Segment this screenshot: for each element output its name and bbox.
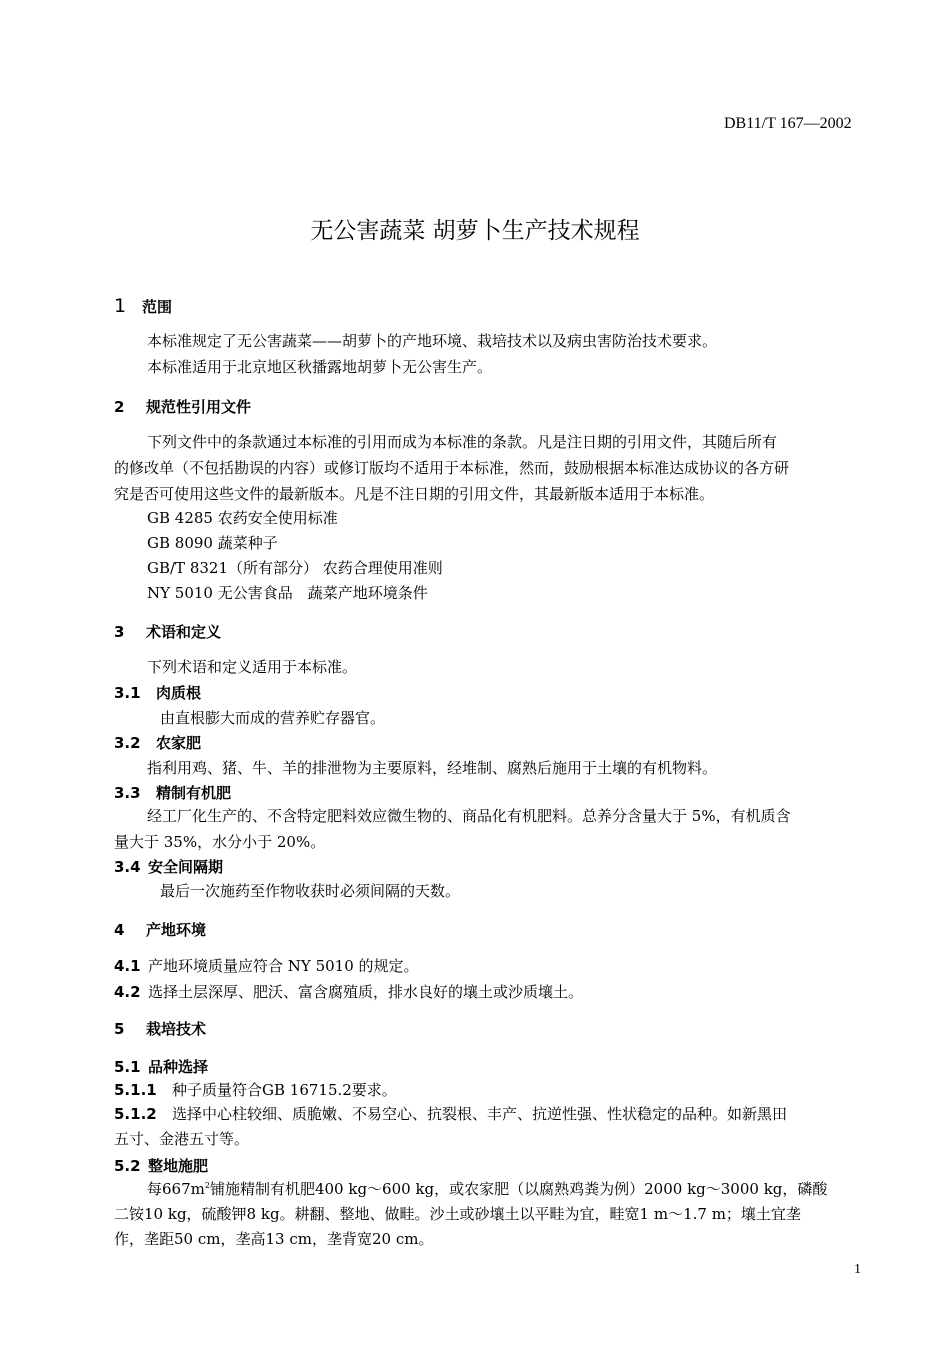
term-definition: 指利用鸡、猪、牛、羊的排泄物为主要原料，经堆制、腐熟后施用于土壤的有机物料。	[147, 759, 718, 777]
term-heading	[114, 682, 201, 703]
term-heading	[114, 856, 223, 877]
clause-text: 选择土层深厚、肥沃、富含腐殖质，排水良好的壤土或沙质壤土。	[148, 983, 584, 1001]
term-number: 3.3	[114, 784, 141, 802]
subsection-heading	[114, 1155, 208, 1176]
reference-item: NY 5010 无公害食品 蔬菜产地环境条件	[147, 584, 428, 602]
section-number: 4	[114, 921, 125, 939]
section-title: 产地环境	[146, 921, 207, 939]
section-title: 术语和定义	[146, 623, 222, 641]
paragraph-line: 的修改单（不包括勘误的内容）或修订版均不适用于本标准，然而，鼓励根据本标准达成协议的各方研	[114, 459, 790, 477]
section-3-heading	[114, 621, 221, 642]
section-number: 1	[114, 295, 127, 317]
clause-text: 选择中心柱较细、质脆嫩、不易空心、抗裂根、丰产、抗逆性强、性状稳定的品种。如新黑田	[172, 1105, 788, 1123]
term-title: 农家肥	[156, 734, 202, 752]
section-title: 规范性引用文件	[146, 398, 252, 416]
document-code: DB11/T 167—2002	[724, 115, 852, 132]
section-number: 5	[114, 1020, 125, 1038]
section-2-heading	[114, 396, 251, 417]
subsection-title: 品种选择	[148, 1058, 209, 1076]
term-title: 精制有机肥	[156, 784, 232, 802]
term-number: 3.4	[114, 858, 141, 876]
paragraph-line: 二铵10 kg，硫酸钾8 kg。耕翻、整地、做畦。沙土或砂壤土以平畦为宜，畦宽1 m～1.7 m；壤土宜垄	[114, 1205, 801, 1223]
section-5-heading	[114, 1018, 206, 1039]
subsection-heading	[114, 1056, 208, 1077]
page-title: 无公害蔬菜 胡萝卜生产技术规程	[310, 218, 640, 244]
section-number: 3	[114, 623, 125, 641]
clause	[114, 953, 419, 979]
term-definition-line: 经工厂化生产的、不含特定肥料效应微生物的、商品化有机肥料。总养分含量大于 5%，有机质含	[147, 807, 791, 825]
clause-number: 4.2	[114, 983, 141, 1001]
section-1-heading	[114, 295, 172, 317]
section-title: 范围	[142, 298, 173, 316]
term-definition: 最后一次施药至作物收获时必须间隔的天数。	[160, 882, 461, 900]
term-title: 肉质根	[156, 684, 202, 702]
term-heading	[114, 782, 231, 803]
clause-text: 种子质量符合GB 16715.2要求。	[172, 1081, 397, 1099]
superscript: 2	[204, 1181, 210, 1190]
reference-item: GB 4285 农药安全使用标准	[147, 509, 338, 527]
term-number: 3.1	[114, 684, 141, 702]
clause-continuation: 五寸、金港五寸等。	[114, 1130, 250, 1148]
paragraph: 本标准适用于北京地区秋播露地胡萝卜无公害生产。	[147, 358, 493, 376]
paragraph-line	[147, 1176, 827, 1202]
clause-text: 产地环境质量应符合 NY 5010 的规定。	[148, 957, 419, 975]
section-title: 栽培技术	[146, 1020, 207, 1038]
reference-item: GB 8090 蔬菜种子	[147, 534, 278, 552]
text: 铺施精制有机肥400 kg～600 kg，或农家肥（以腐熟鸡粪为例）2000 kg～3000 kg，磷酸	[209, 1180, 828, 1198]
section-4-heading	[114, 919, 206, 940]
clause	[114, 1101, 787, 1127]
subsection-number: 5.1	[114, 1058, 141, 1076]
clause	[114, 1077, 397, 1103]
clause-number: 4.1	[114, 957, 141, 975]
term-number: 3.2	[114, 734, 141, 752]
paragraph: 本标准规定了无公害蔬菜——胡萝卜的产地环境、栽培技术以及病虫害防治技术要求。	[147, 332, 718, 350]
paragraph-line: 下列文件中的条款通过本标准的引用而成为本标准的条款。凡是注日期的引用文件，其随后所有	[147, 433, 778, 451]
term-definition-line: 量大于 35%，水分小于 20%。	[114, 833, 326, 851]
term-title: 安全间隔期	[148, 858, 224, 876]
subsection-number: 5.2	[114, 1157, 141, 1175]
clause-number: 5.1.2	[114, 1105, 157, 1123]
paragraph-line: 作，垄距50 cm，垄高13 cm，垄背宽20 cm。	[114, 1230, 434, 1248]
term-heading	[114, 732, 201, 753]
subsection-title: 整地施肥	[148, 1157, 209, 1175]
clause	[114, 979, 583, 1005]
text: 每667m	[147, 1180, 205, 1198]
reference-item: GB/T 8321（所有部分） 农药合理使用准则	[147, 559, 443, 577]
paragraph: 下列术语和定义适用于本标准。	[147, 658, 358, 676]
page-number: 1	[854, 1262, 861, 1277]
clause-number: 5.1.1	[114, 1081, 157, 1099]
section-number: 2	[114, 398, 125, 416]
paragraph-line: 究是否可使用这些文件的最新版本。凡是不注日期的引用文件，其最新版本适用于本标准。	[114, 485, 715, 503]
term-definition: 由直根膨大而成的营养贮存器官。	[160, 709, 386, 727]
